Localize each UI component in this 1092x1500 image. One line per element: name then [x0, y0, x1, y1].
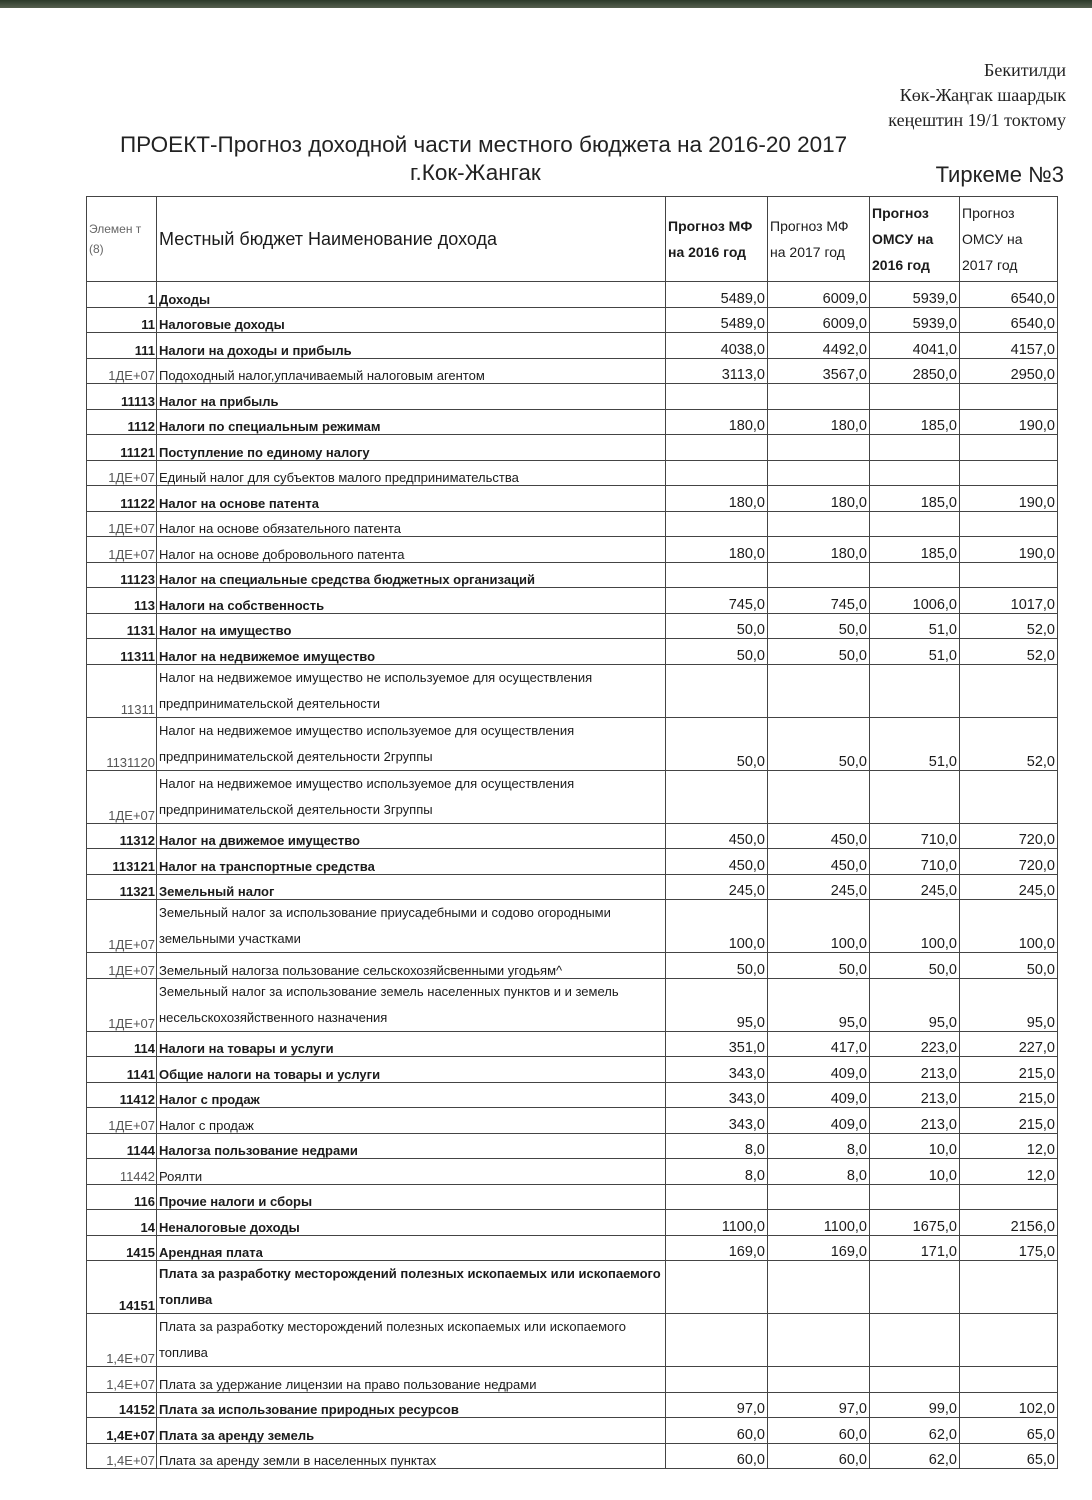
row-value: 409,0	[768, 1082, 870, 1108]
row-value: 245,0	[768, 874, 870, 900]
row-value: 190,0	[960, 537, 1058, 563]
row-value: 100,0	[870, 900, 960, 953]
row-value	[870, 770, 960, 823]
row-value	[960, 435, 1058, 461]
row-value: 5939,0	[870, 282, 960, 308]
row-value: 5939,0	[870, 307, 960, 333]
row-name: Плата за аренду земли в населенных пунктах	[157, 1443, 666, 1469]
row-code: 1ДЕ+07	[87, 358, 157, 384]
row-code: 1131	[87, 613, 157, 639]
row-code: 1ДЕ+07	[87, 900, 157, 953]
row-name: Земельный налог за использование приусадебными и содово огородными земельными участками	[157, 900, 666, 953]
row-code: 11113	[87, 384, 157, 410]
row-code: 1ДЕ+07	[87, 1108, 157, 1134]
table-row	[87, 1082, 1058, 1108]
row-value	[870, 460, 960, 486]
row-value	[666, 1314, 768, 1367]
row-value: 12,0	[960, 1159, 1058, 1185]
row-value: 227,0	[960, 1031, 1058, 1057]
approval-line-3: кеңештин 19/1 токтому	[888, 110, 1066, 130]
row-value: 95,0	[960, 978, 1058, 1031]
row-value: 190,0	[960, 486, 1058, 512]
row-value	[960, 460, 1058, 486]
row-value: 50,0	[666, 953, 768, 979]
header-omsu-2017: Прогноз ОМСУ на 2017 год	[960, 197, 1058, 282]
row-value	[768, 770, 870, 823]
row-name: Плата за использование природных ресурсов	[157, 1392, 666, 1418]
row-name: Налоговые доходы	[157, 307, 666, 333]
row-value: 4041,0	[870, 333, 960, 359]
table-row	[87, 384, 1058, 410]
row-name: Налог с продаж	[157, 1082, 666, 1108]
row-code: 14152	[87, 1392, 157, 1418]
row-value: 102,0	[960, 1392, 1058, 1418]
row-name: Налог на основе обязательного патента	[157, 511, 666, 537]
table-row	[87, 1133, 1058, 1159]
document-title: ПРОЕКТ-Прогноз доходной части местного бюджета на 2016-20 2017	[120, 132, 848, 157]
row-name: Подоходный налог,уплачиваемый налоговым агентом	[157, 358, 666, 384]
row-value	[666, 435, 768, 461]
row-value: 417,0	[768, 1031, 870, 1057]
row-value: 95,0	[666, 978, 768, 1031]
row-value: 710,0	[870, 823, 960, 849]
annex-number: Тиркеме №3	[935, 162, 1064, 187]
row-value: 180,0	[666, 409, 768, 435]
row-value: 4038,0	[666, 333, 768, 359]
row-code: 1	[87, 282, 157, 308]
row-value	[768, 511, 870, 537]
row-code: 116	[87, 1184, 157, 1210]
row-code: 111	[87, 333, 157, 359]
row-value: 185,0	[870, 409, 960, 435]
row-value: 6540,0	[960, 307, 1058, 333]
table-row	[87, 1235, 1058, 1261]
row-value: 50,0	[768, 717, 870, 770]
row-value: 5489,0	[666, 282, 768, 308]
row-value: 6540,0	[960, 282, 1058, 308]
row-value	[870, 1261, 960, 1314]
row-value	[666, 1184, 768, 1210]
row-value: 50,0	[768, 639, 870, 665]
table-row	[87, 900, 1058, 953]
row-name: Плата за разработку месторождений полезных ископаемых или ископаемого топлива	[157, 1314, 666, 1367]
row-value: 1100,0	[666, 1210, 768, 1236]
row-name: Общие налоги на товары и услуги	[157, 1057, 666, 1083]
row-code: 1ДЕ+07	[87, 511, 157, 537]
row-value	[870, 664, 960, 717]
row-value: 50,0	[666, 717, 768, 770]
row-value: 2950,0	[960, 358, 1058, 384]
row-value: 3113,0	[666, 358, 768, 384]
table-row	[87, 435, 1058, 461]
table-row	[87, 511, 1058, 537]
row-value: 180,0	[768, 486, 870, 512]
row-code: 11442	[87, 1159, 157, 1185]
row-value: 409,0	[768, 1057, 870, 1083]
row-value	[666, 511, 768, 537]
row-code: 1ДЕ+07	[87, 770, 157, 823]
row-value: 99,0	[870, 1392, 960, 1418]
row-value	[666, 770, 768, 823]
row-value: 62,0	[870, 1418, 960, 1444]
row-value: 100,0	[666, 900, 768, 953]
row-value	[666, 384, 768, 410]
row-value: 450,0	[666, 823, 768, 849]
row-value: 50,0	[666, 639, 768, 665]
row-value: 720,0	[960, 823, 1058, 849]
table-row	[87, 664, 1058, 717]
row-value: 1100,0	[768, 1210, 870, 1236]
table-row	[87, 282, 1058, 308]
row-value	[768, 562, 870, 588]
row-value	[666, 1261, 768, 1314]
row-value	[666, 562, 768, 588]
row-code: 11121	[87, 435, 157, 461]
row-name: Налог на недвижемое имущество не используемое для осуществления предпринимательской деятельности	[157, 664, 666, 717]
row-value: 409,0	[768, 1108, 870, 1134]
row-value: 50,0	[768, 613, 870, 639]
row-value: 185,0	[870, 537, 960, 563]
table-row	[87, 1418, 1058, 1444]
row-code: 113	[87, 588, 157, 614]
row-code: 11123	[87, 562, 157, 588]
row-value	[666, 460, 768, 486]
table-row	[87, 358, 1058, 384]
row-value	[960, 770, 1058, 823]
row-name: Налог на основе патента	[157, 486, 666, 512]
table-row	[87, 333, 1058, 359]
row-name: Плата за удержание лицензии на право пользование недрами	[157, 1367, 666, 1393]
row-value: 215,0	[960, 1057, 1058, 1083]
row-value	[870, 435, 960, 461]
row-code: 11122	[87, 486, 157, 512]
row-name: Налог с продаж	[157, 1108, 666, 1134]
row-value: 171,0	[870, 1235, 960, 1261]
scan-edge	[0, 0, 1092, 8]
row-value: 710,0	[870, 849, 960, 875]
row-name: Плата за разработку месторождений полезных ископаемых или ископаемого топлива	[157, 1261, 666, 1314]
table-row	[87, 307, 1058, 333]
row-value: 4492,0	[768, 333, 870, 359]
row-value	[768, 1367, 870, 1393]
row-value: 6009,0	[768, 307, 870, 333]
table-row	[87, 486, 1058, 512]
table-row	[87, 978, 1058, 1031]
row-value: 213,0	[870, 1057, 960, 1083]
row-value: 60,0	[768, 1443, 870, 1469]
row-code: 1141	[87, 1057, 157, 1083]
row-value: 97,0	[666, 1392, 768, 1418]
row-value: 351,0	[666, 1031, 768, 1057]
row-value: 60,0	[768, 1418, 870, 1444]
row-value: 745,0	[768, 588, 870, 614]
row-value: 245,0	[870, 874, 960, 900]
row-value: 180,0	[666, 537, 768, 563]
row-value: 1006,0	[870, 588, 960, 614]
table-row	[87, 1367, 1058, 1393]
row-name: Плата за аренду земель	[157, 1418, 666, 1444]
row-value: 343,0	[666, 1108, 768, 1134]
row-value: 51,0	[870, 639, 960, 665]
row-name: Налоги на товары и услуги	[157, 1031, 666, 1057]
header-mf-2017: Прогноз МФ на 2017 год	[768, 197, 870, 282]
row-value: 51,0	[870, 717, 960, 770]
row-name: Налог на транспортные средства	[157, 849, 666, 875]
row-code: 14	[87, 1210, 157, 1236]
row-value	[960, 664, 1058, 717]
row-value	[960, 384, 1058, 410]
row-name: Налог на недвижемое имущество используемое для осуществления предпринимательской деятельности 2группы	[157, 717, 666, 770]
row-value: 95,0	[870, 978, 960, 1031]
row-value: 343,0	[666, 1057, 768, 1083]
row-value: 97,0	[768, 1392, 870, 1418]
row-name: Налог на специальные средства бюджетных организаций	[157, 562, 666, 588]
row-value: 65,0	[960, 1443, 1058, 1469]
table-row	[87, 1159, 1058, 1185]
row-value: 180,0	[666, 486, 768, 512]
row-code: 114	[87, 1031, 157, 1057]
table-row	[87, 823, 1058, 849]
row-value	[666, 664, 768, 717]
table-row	[87, 849, 1058, 875]
row-value: 450,0	[768, 849, 870, 875]
row-value: 52,0	[960, 639, 1058, 665]
approval-line-1: Бекитилди	[984, 60, 1066, 80]
row-value: 52,0	[960, 717, 1058, 770]
row-code: 11	[87, 307, 157, 333]
row-value: 4157,0	[960, 333, 1058, 359]
row-value	[870, 384, 960, 410]
table-row	[87, 1210, 1058, 1236]
row-name: Налог на прибыль	[157, 384, 666, 410]
row-name: Роялти	[157, 1159, 666, 1185]
row-value: 213,0	[870, 1108, 960, 1134]
row-value: 10,0	[870, 1133, 960, 1159]
row-code: 1ДЕ+07	[87, 537, 157, 563]
row-value	[870, 511, 960, 537]
header-row	[87, 197, 1058, 282]
row-code: 1ДЕ+07	[87, 953, 157, 979]
row-name: Единый налог для субъектов малого предпринимательства	[157, 460, 666, 486]
row-value	[768, 384, 870, 410]
row-value: 12,0	[960, 1133, 1058, 1159]
row-code: 113121	[87, 849, 157, 875]
row-code: 11311	[87, 664, 157, 717]
row-value	[960, 1314, 1058, 1367]
row-value: 1017,0	[960, 588, 1058, 614]
row-name: Прочие налоги и сборы	[157, 1184, 666, 1210]
row-code: 1415	[87, 1235, 157, 1261]
row-name: Налоги на собственность	[157, 588, 666, 614]
row-value	[768, 1184, 870, 1210]
row-value: 60,0	[666, 1418, 768, 1444]
approval-line-2: Көк-Жаңгак шаардык	[899, 85, 1066, 105]
row-value: 60,0	[666, 1443, 768, 1469]
row-code: 1144	[87, 1133, 157, 1159]
row-value	[870, 1314, 960, 1367]
row-code: 1131120	[87, 717, 157, 770]
table-row	[87, 562, 1058, 588]
table-row	[87, 639, 1058, 665]
row-name: Земельный налогза пользование сельскохозяйсвенными угодьям^	[157, 953, 666, 979]
row-value	[870, 1367, 960, 1393]
table-row	[87, 953, 1058, 979]
row-value: 343,0	[666, 1082, 768, 1108]
row-code: 1ДЕ+07	[87, 978, 157, 1031]
row-value: 185,0	[870, 486, 960, 512]
row-value: 450,0	[768, 823, 870, 849]
row-value: 51,0	[870, 613, 960, 639]
row-code: 14151	[87, 1261, 157, 1314]
row-name: Налог на основе добровольного патента	[157, 537, 666, 563]
row-value: 10,0	[870, 1159, 960, 1185]
row-value: 8,0	[666, 1159, 768, 1185]
row-value: 50,0	[768, 953, 870, 979]
document-subtitle: г.Кок-Жангак	[410, 160, 541, 185]
row-name: Налог на имущество	[157, 613, 666, 639]
row-value	[768, 1314, 870, 1367]
table-row	[87, 1314, 1058, 1367]
table-row	[87, 1392, 1058, 1418]
table-row	[87, 613, 1058, 639]
row-name: Налоги по специальным режимам	[157, 409, 666, 435]
row-value: 190,0	[960, 409, 1058, 435]
row-name: Арендная плата	[157, 1235, 666, 1261]
table-row	[87, 1031, 1058, 1057]
header-mf-2016: Прогноз МФ на 2016 год	[666, 197, 768, 282]
row-value: 52,0	[960, 613, 1058, 639]
row-code: 1,4E+07	[87, 1418, 157, 1444]
row-name: Неналоговые доходы	[157, 1210, 666, 1236]
approval-stamp	[888, 58, 1066, 133]
row-value: 62,0	[870, 1443, 960, 1469]
row-code: 1112	[87, 409, 157, 435]
row-value: 8,0	[666, 1133, 768, 1159]
row-name: Доходы	[157, 282, 666, 308]
row-value: 169,0	[666, 1235, 768, 1261]
row-value: 95,0	[768, 978, 870, 1031]
header-code: Элемен т (8)	[87, 197, 157, 282]
row-value: 2156,0	[960, 1210, 1058, 1236]
row-name: Поступление по единому налогу	[157, 435, 666, 461]
table-row	[87, 1443, 1058, 1469]
row-code: 11312	[87, 823, 157, 849]
row-value: 50,0	[960, 953, 1058, 979]
row-value: 3567,0	[768, 358, 870, 384]
row-name: Земельный налог	[157, 874, 666, 900]
row-code: 1,4E+07	[87, 1443, 157, 1469]
table-row	[87, 874, 1058, 900]
row-value: 215,0	[960, 1108, 1058, 1134]
row-value: 180,0	[768, 409, 870, 435]
row-value	[666, 1367, 768, 1393]
row-value	[870, 1184, 960, 1210]
table-body	[87, 282, 1058, 1469]
row-value: 50,0	[870, 953, 960, 979]
table-row	[87, 1184, 1058, 1210]
row-name: Налогза пользование недрами	[157, 1133, 666, 1159]
row-value: 180,0	[768, 537, 870, 563]
row-value: 8,0	[768, 1133, 870, 1159]
row-name: Налог на недвижемое имущество используемое для осуществления предпринимательской деятельности 3группы	[157, 770, 666, 823]
row-value: 65,0	[960, 1418, 1058, 1444]
row-name: Земельный налог за использование земель населенных пунктов и и земель несельскохозяйственного назначения	[157, 978, 666, 1031]
row-value	[960, 1367, 1058, 1393]
table-row	[87, 717, 1058, 770]
row-value	[768, 1261, 870, 1314]
table-row	[87, 409, 1058, 435]
row-name: Налог на движемое имущество	[157, 823, 666, 849]
row-value	[960, 511, 1058, 537]
row-value: 169,0	[768, 1235, 870, 1261]
table-row	[87, 770, 1058, 823]
row-value: 223,0	[870, 1031, 960, 1057]
header-name: Местный бюджет Наименование дохода	[157, 197, 666, 282]
table-row	[87, 460, 1058, 486]
table-row	[87, 1261, 1058, 1314]
budget-table	[86, 196, 1058, 1469]
row-value: 8,0	[768, 1159, 870, 1185]
row-code: 11412	[87, 1082, 157, 1108]
row-value: 5489,0	[666, 307, 768, 333]
row-value: 450,0	[666, 849, 768, 875]
row-code: 1,4E+07	[87, 1367, 157, 1393]
row-value: 213,0	[870, 1082, 960, 1108]
row-value	[960, 1184, 1058, 1210]
table-row	[87, 537, 1058, 563]
row-value: 215,0	[960, 1082, 1058, 1108]
row-value: 100,0	[960, 900, 1058, 953]
row-code: 1ДЕ+07	[87, 460, 157, 486]
row-value: 720,0	[960, 849, 1058, 875]
row-code: 11321	[87, 874, 157, 900]
row-value	[768, 664, 870, 717]
row-value: 6009,0	[768, 282, 870, 308]
row-value: 245,0	[666, 874, 768, 900]
table-row	[87, 1057, 1058, 1083]
row-value: 100,0	[768, 900, 870, 953]
row-value	[870, 562, 960, 588]
row-value: 175,0	[960, 1235, 1058, 1261]
row-value: 50,0	[666, 613, 768, 639]
row-code: 1,4E+07	[87, 1314, 157, 1367]
row-value	[768, 460, 870, 486]
row-code: 11311	[87, 639, 157, 665]
row-value: 245,0	[960, 874, 1058, 900]
table-row	[87, 1108, 1058, 1134]
row-name: Налог на недвижемое имущество	[157, 639, 666, 665]
header-omsu-2016: Прогноз ОМСУ на 2016 год	[870, 197, 960, 282]
row-value: 1675,0	[870, 1210, 960, 1236]
row-value	[960, 1261, 1058, 1314]
row-value	[960, 562, 1058, 588]
row-value: 2850,0	[870, 358, 960, 384]
table-row	[87, 588, 1058, 614]
row-value	[768, 435, 870, 461]
row-name: Налоги на доходы и прибыль	[157, 333, 666, 359]
row-value: 745,0	[666, 588, 768, 614]
